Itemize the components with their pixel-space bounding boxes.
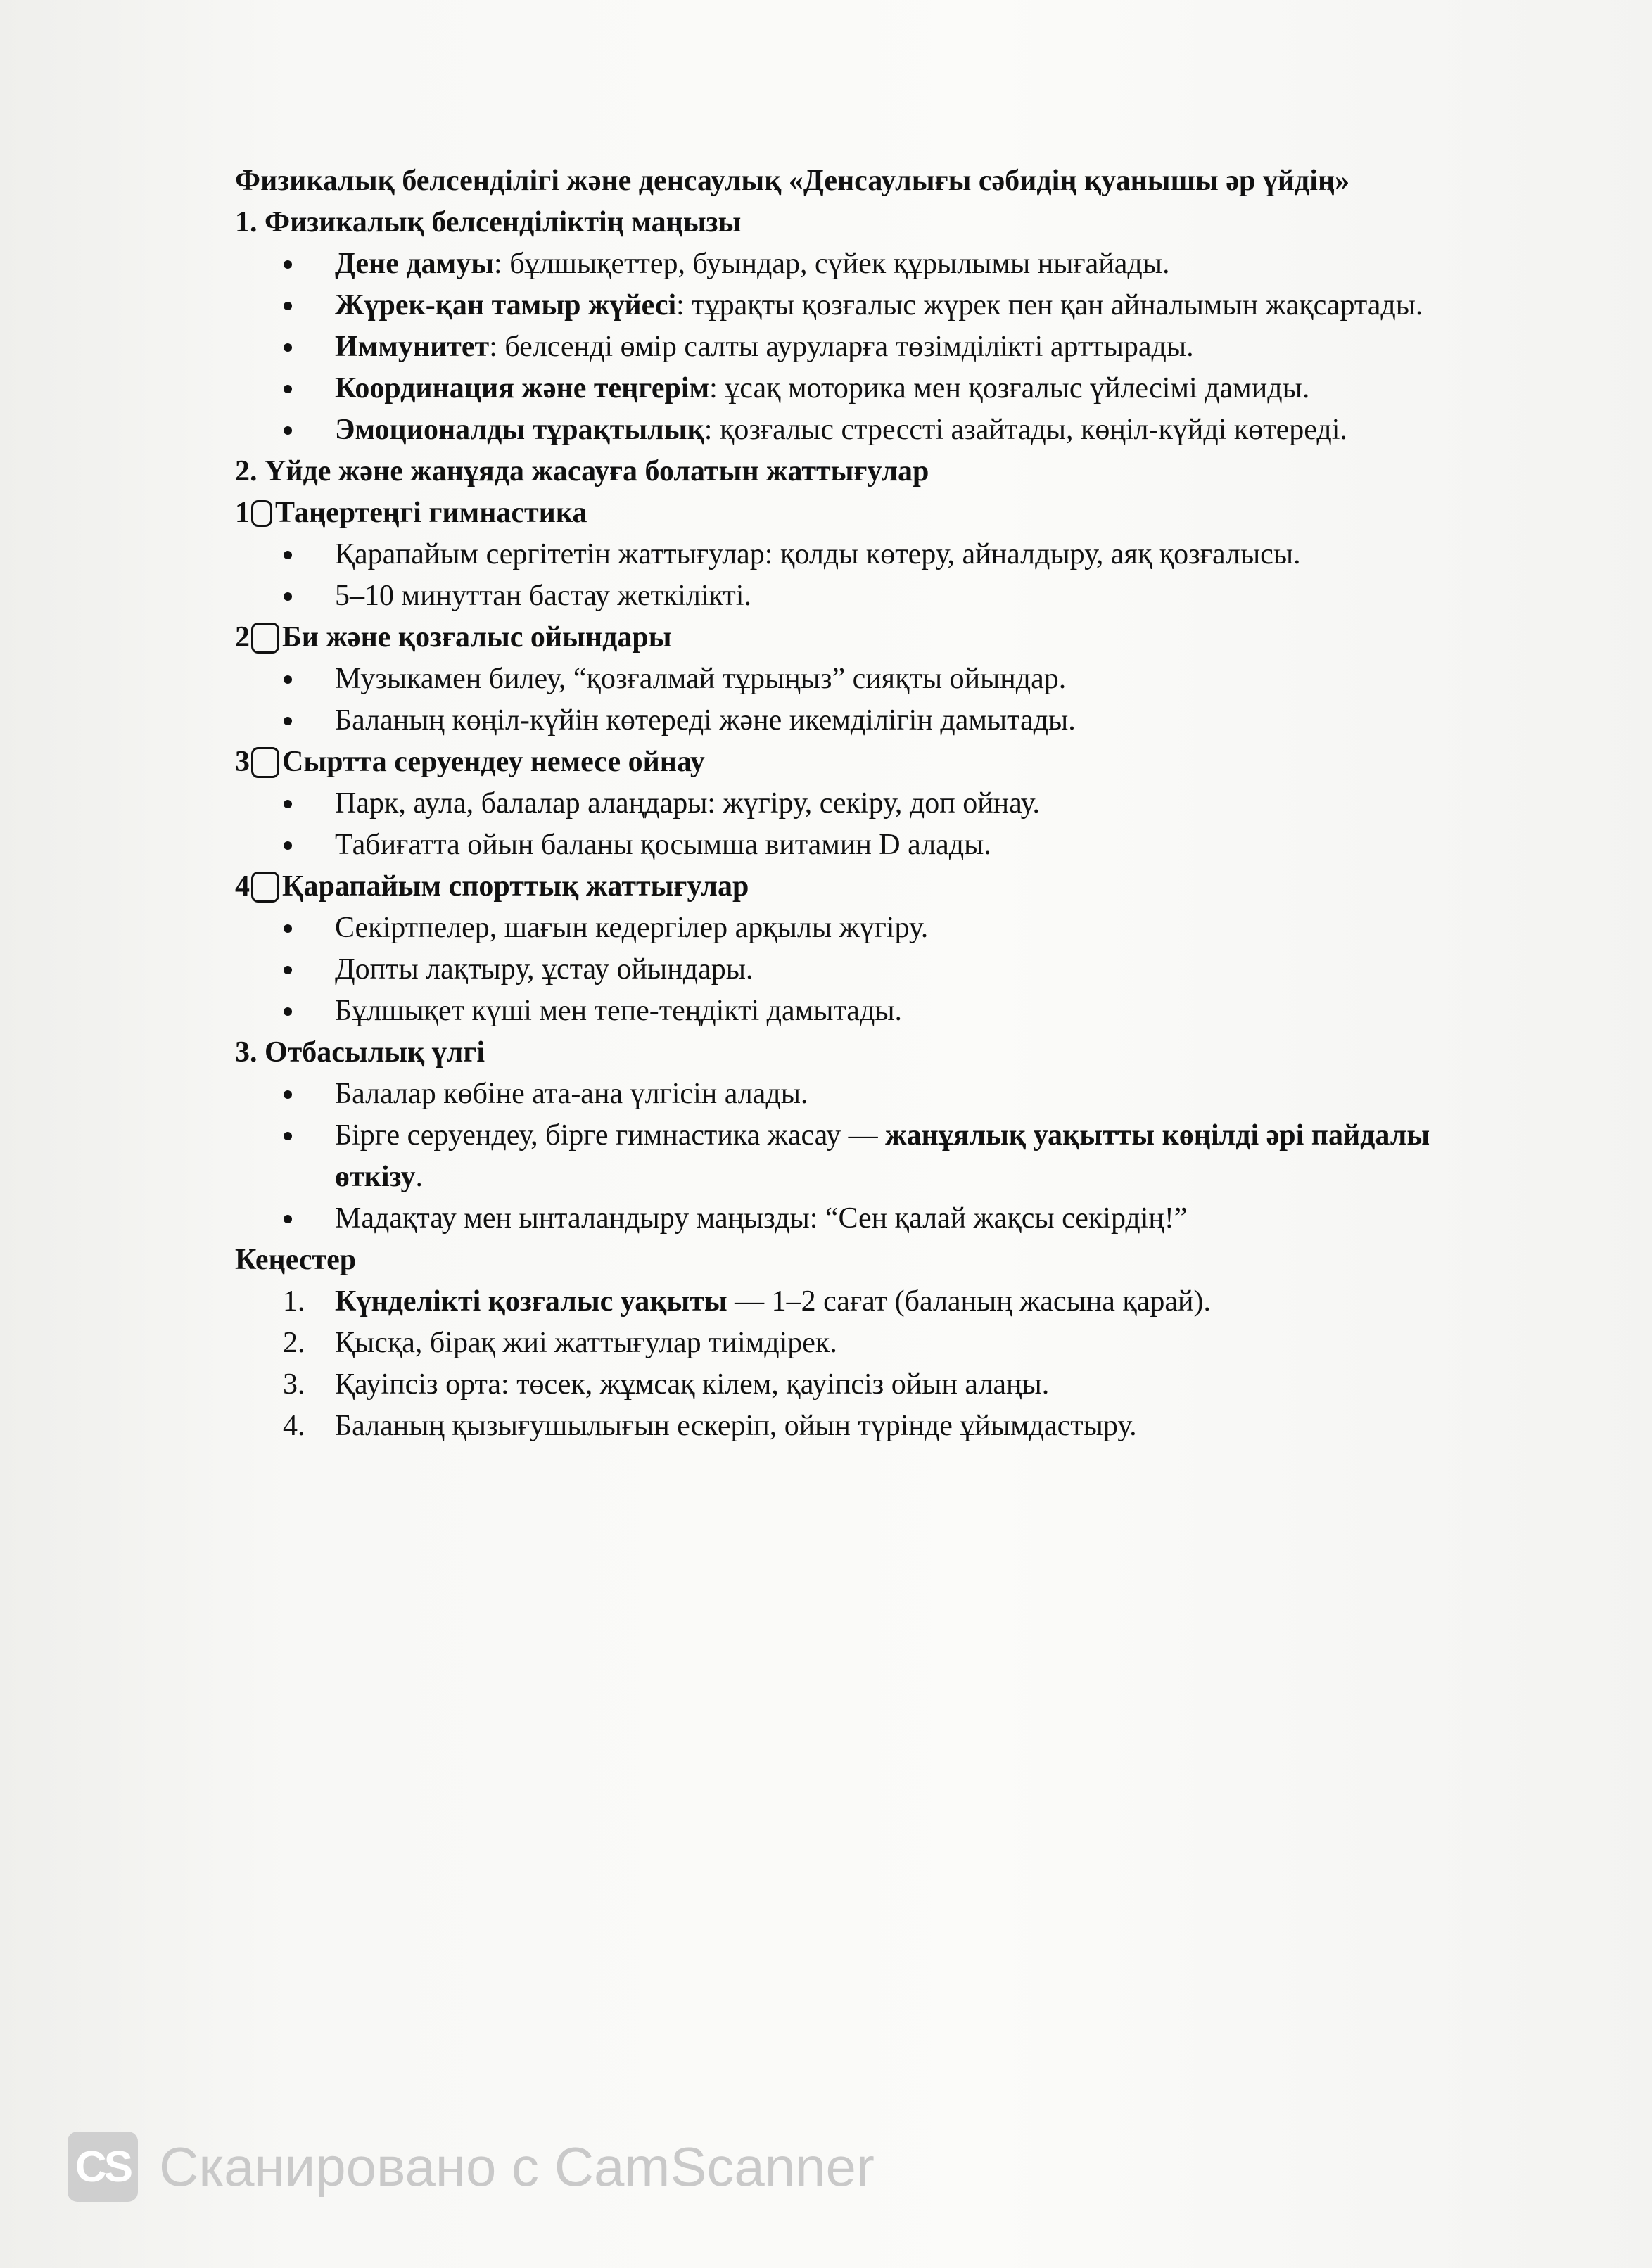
- list-item: Бұлшықет күші мен тепе-теңдікті дамытады.: [335, 990, 1501, 1032]
- list-item: Дене дамуы: бұлшықеттер, буындар, сүйек құрылымы нығайады.: [335, 243, 1501, 285]
- section1-list: [235, 243, 1501, 451]
- list-item: 3. Қауіпсіз орта: төсек, жұмсақ кілем, қауіпсіз ойын алаңы.: [283, 1368, 1050, 1401]
- subsection-heading: 3 Сыртта серуендеу немесе ойнау: [235, 746, 705, 778]
- section3-heading: 3. Отбасылық үлгі: [235, 1036, 485, 1069]
- section2-heading: 2. Үйде және жанұяда жасауға болатын жаттығулар: [235, 455, 929, 488]
- section1-heading: 1. Физикалық белсенділіктің маңызы: [235, 206, 742, 238]
- box-icon: [251, 872, 279, 903]
- subsection-list: [235, 534, 1501, 617]
- document-body: [235, 160, 1501, 1447]
- list-item: Табиғатта ойын баланы қосымша витамин D алады.: [335, 824, 1501, 866]
- list-item: 5–10 минуттан бастау жеткілікті.: [335, 575, 1501, 617]
- list-item: Музыкамен билеу, “қозғалмай тұрыңыз” сияқты ойындар.: [335, 658, 1501, 700]
- list-item: Эмоционалды тұрақтылық: қозғалыс стрессті азайтады, көңіл-күйді көтереді.: [335, 409, 1501, 451]
- list-item: Қарапайым сергітетін жаттығулар: қолды көтеру, айналдыру, аяқ қозғалысы.: [335, 534, 1501, 575]
- camscanner-logo-icon: CS: [68, 2132, 138, 2202]
- list-item: Допты лақтыру, ұстау ойындары.: [335, 949, 1501, 990]
- section3-list: [235, 1074, 1501, 1240]
- list-item: Мадақтау мен ынталандыру маңызды: “Сен қалай жақсы секірдің!”: [335, 1198, 1501, 1240]
- list-item: Координация және теңгерім: ұсақ моторика мен қозғалыс үйлесімі дамиды.: [335, 368, 1501, 409]
- document-title: Физикалық белсенділігі және денсаулық «Денсаулығы сәбидің қуанышы әр үйдің»: [235, 165, 1350, 197]
- list-item: Иммунитет: белсенді өмір салты ауруларға төзімділікті арттырады.: [335, 326, 1501, 368]
- subsection-list: [235, 783, 1501, 866]
- list-item: Балалар көбіне ата-ана үлгісін алады.: [335, 1074, 1501, 1115]
- list-item: 2. Қысқа, бірақ жиі жаттығулар тиімдірек.: [283, 1327, 837, 1359]
- list-item: Секіртпелер, шағын кедергілер арқылы жүгіру.: [335, 907, 1501, 949]
- subsection-heading: 1 Таңертеңгі гимнастика: [235, 497, 587, 529]
- list-item: 1. Күнделікті қозғалыс уақыты — 1–2 сағат (баланың жасына қарай).: [283, 1285, 1212, 1318]
- list-item: Бірге серуендеу, бірге гимнастика жасау — жанұялық уақытты көңілді әрі пайдалы өткізу.: [335, 1115, 1501, 1198]
- box-icon: [251, 747, 279, 778]
- subsection-list: [235, 658, 1501, 741]
- subsection-list: [235, 907, 1501, 1032]
- watermark-text: Сканировано с CamScanner: [159, 2135, 875, 2198]
- list-item: Баланың көңіл-күйін көтереді және икемділігін дамытады.: [335, 700, 1501, 741]
- box-icon: [251, 500, 272, 527]
- subsection-heading: 4 Қарапайым спорттық жаттығулар: [235, 870, 749, 903]
- list-item: 4. Баланың қызығушылығын ескеріп, ойын түрінде ұйымдастыру.: [283, 1410, 1137, 1442]
- box-icon: [251, 623, 279, 654]
- subsection-heading: 2 Би және қозғалыс ойындары: [235, 621, 672, 654]
- list-item: Парк, аула, балалар алаңдары: жүгіру, секіру, доп ойнау.: [335, 783, 1501, 824]
- list-item: Жүрек-қан тамыр жүйесі: тұрақты қозғалыс жүрек пен қан айналымын жақсартады.: [335, 285, 1501, 326]
- camscanner-watermark: [68, 2132, 875, 2202]
- tips-heading: Кеңестер: [235, 1244, 357, 1276]
- tips-list: [235, 1281, 1501, 1447]
